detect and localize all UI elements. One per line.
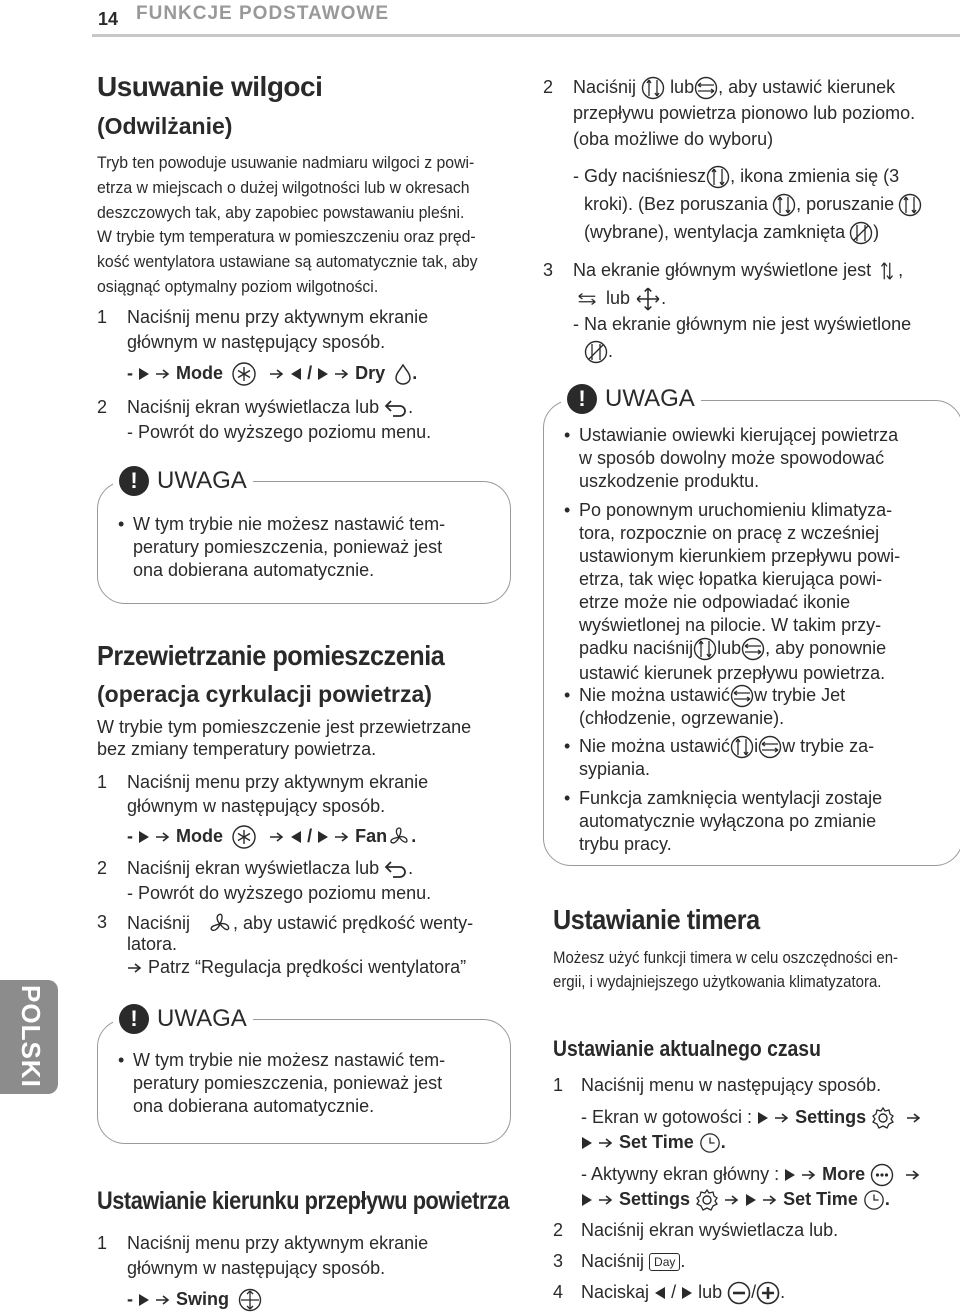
step-number: 1: [553, 1075, 564, 1095]
step-text-part: ): [873, 222, 880, 242]
step-number: 2: [97, 397, 108, 417]
step-text: [573, 286, 666, 312]
left-right-icon: [573, 288, 601, 310]
bullet: •: [564, 500, 571, 520]
vertical-swing-icon: [693, 637, 717, 661]
warning-header: [561, 384, 701, 414]
timer-title: Ustawianie timera: [553, 904, 760, 935]
vent-intro-line: W trybie tym pomieszczenie jest przewietrzane: [97, 717, 472, 737]
step-text-part: Naciskaj: [581, 1282, 650, 1302]
step-text-part: lub: [606, 287, 631, 308]
set-time-label: Set Time: [619, 1132, 694, 1152]
menu-path: [127, 1288, 262, 1312]
vent-subtitle: (operacja cyrkulacji powietrza): [97, 681, 432, 707]
dot: .: [411, 826, 417, 846]
step-text-part: Nie można ustawić: [579, 685, 731, 705]
arrow-icon: [598, 1194, 614, 1206]
arrow-icon: [269, 831, 285, 843]
timer-intro-line: Możesz użyć funkcji timera w celu oszczędności en-: [553, 948, 899, 967]
step-text-part: , aby ponownie: [765, 638, 887, 658]
step-text-part: lub: [670, 77, 695, 97]
vertical-swing-icon: [772, 193, 796, 217]
step-text-part: , aby ustawić kierunek: [718, 77, 896, 97]
step-text: [573, 76, 895, 100]
step-text-part: Naciśnij ekran wyświetlacza lub: [127, 858, 380, 878]
step-note: - Powrót do wyższego poziomu menu.: [127, 883, 432, 903]
dot: .: [408, 397, 414, 417]
step-number: 3: [543, 260, 554, 280]
step-text-part: Naciśnij ekran wyświetlacza lub: [127, 397, 380, 417]
dry-label: Dry: [355, 363, 386, 383]
step-text: Naciśnij menu przy aktywnym ekranie: [127, 772, 429, 792]
step-text: głównym w następujący sposób.: [127, 332, 386, 352]
left-icon: [290, 830, 302, 844]
step-number: 1: [97, 772, 108, 792]
step-text-part: Naciśnij: [127, 912, 191, 933]
warning-text: wyświetlonej na pilocie. W takim przy-: [579, 615, 882, 635]
play-icon: [138, 830, 150, 844]
dot: .: [408, 858, 414, 878]
dehum-intro-line: Tryb ten powoduje usuwanie nadmiaru wilgoci z powi-: [97, 153, 475, 172]
minus-icon: [727, 1281, 751, 1305]
arrow-icon: [906, 1112, 922, 1124]
arrow-icon: [905, 1169, 921, 1181]
dehum-title: Usuwanie wilgoci: [97, 71, 323, 102]
dot: .: [661, 287, 667, 308]
play-icon: [681, 1286, 693, 1300]
mode-icon: [232, 362, 256, 386]
dehum-intro-line: kość wentylatora ustawiane są automatycznie tak, aby: [97, 252, 478, 271]
plus-icon: [756, 1281, 780, 1305]
play-icon: [784, 1168, 796, 1182]
swing-label: Swing: [176, 1289, 230, 1309]
step-reference: [127, 956, 466, 978]
back-icon: [384, 398, 408, 418]
warning-text: ustawić kierunek przepływu powietrza.: [579, 663, 886, 683]
step-text: Na ekranie głównym wyświetlone jest ,: [573, 259, 903, 282]
step-text: [581, 1281, 785, 1305]
set-time-label: Set Time: [783, 1189, 858, 1209]
bullet: •: [564, 425, 571, 445]
arrow-icon: [127, 962, 143, 974]
horizontal-swing-icon: [741, 637, 765, 661]
warning-text: W tym trybie nie możesz nastawić tem-: [133, 514, 446, 534]
step-text-part: - Gdy naciśniesz: [573, 166, 707, 186]
header-rule: [92, 34, 960, 37]
play-icon: [138, 1293, 150, 1307]
bullet: •: [564, 685, 571, 705]
arrow-icon: [762, 1194, 778, 1206]
vent-closed-icon: [584, 340, 608, 364]
arrow-icon: [774, 1112, 790, 1124]
warning-header: [113, 466, 253, 496]
settings-icon: [871, 1106, 895, 1130]
step-text: [127, 857, 413, 879]
step-text-part: , poruszanie: [796, 194, 895, 214]
menu-path: [581, 1131, 726, 1154]
warning-text: sypiania.: [579, 759, 651, 779]
warning-text: trybu pracy.: [579, 834, 672, 854]
step-text-part: , aby ustawić prędkość wenty-: [233, 912, 474, 933]
step-text-part: w trybie Jet: [754, 685, 846, 705]
slash: /: [671, 1282, 677, 1302]
warning-label: UWAGA: [157, 1005, 247, 1032]
slash: /: [307, 363, 313, 383]
language-tab-label: POLSKI: [16, 985, 46, 1088]
step-note: [584, 221, 879, 245]
timer-intro-line: ergii, i wydajniejszego użytkowania klimatyzatora.: [553, 972, 882, 991]
bullet: •: [118, 514, 125, 534]
slash: /: [751, 1282, 757, 1302]
settings-label: Settings: [795, 1107, 867, 1127]
dot: .: [680, 1251, 686, 1271]
bullet: •: [564, 788, 571, 808]
left-icon: [654, 1286, 666, 1300]
warning-header: [113, 1004, 253, 1034]
warning-text: [579, 684, 845, 708]
step-text-part: Naciśnij: [581, 1251, 645, 1271]
step-text: [127, 396, 413, 418]
dot: .: [608, 341, 614, 361]
warning-text: [579, 735, 874, 759]
warning-text: automatycznie wyłączona po zmianie: [579, 811, 877, 831]
warning-text: Po ponownym uruchomieniu klimatyza-: [579, 500, 893, 520]
dehum-intro-line: osiągnąć optymalny poziom wilgotności.: [97, 277, 379, 296]
step-text-part: - Ekran w gotowości :: [581, 1107, 753, 1127]
arrow-icon: [334, 368, 350, 380]
warning-label: UWAGA: [157, 467, 247, 494]
menu-path: [127, 362, 417, 386]
step-number: 1: [97, 1233, 108, 1253]
bullet: •: [564, 736, 571, 756]
play-icon: [581, 1193, 593, 1207]
timer-subtitle: Ustawianie aktualnego czasu: [553, 1036, 821, 1061]
dot: .: [780, 1282, 786, 1302]
arrow-icon: [724, 1194, 740, 1206]
step-number: 3: [553, 1251, 564, 1271]
step-text: latora.: [127, 934, 178, 954]
clock-icon: [863, 1189, 885, 1211]
mode-label: Mode: [176, 826, 224, 846]
warning-text: W tym trybie nie możesz nastawić tem-: [133, 1050, 446, 1070]
settings-icon: [695, 1188, 719, 1212]
play-icon: [581, 1136, 593, 1150]
up-down-icon: [876, 260, 898, 282]
warning-text: ustawionym kierunkiem przepływu powi-: [579, 546, 901, 566]
dot: .: [884, 1189, 890, 1209]
step-note: [584, 193, 922, 217]
step-text: głównym w następujący sposób.: [127, 796, 386, 816]
arrow-icon: [334, 831, 350, 843]
warning-icon: !: [119, 1004, 149, 1034]
step-text-part: - Aktywny ekran główny :: [581, 1164, 780, 1184]
warning-text: Ustawianie owiewki kierującej powietrza: [579, 425, 899, 445]
section-title: FUNKCJE PODSTAWOWE: [136, 3, 390, 24]
step-text-part: lub: [698, 1282, 723, 1302]
airflow-title: Ustawianie kierunku przepływu powietrza: [97, 1187, 510, 1215]
vent-intro-line: bez zmiany temperatury powietrza.: [97, 739, 377, 759]
arrow-icon: [801, 1169, 817, 1181]
warning-text: etrza, tak więc łopatka kierująca powi-: [579, 569, 883, 589]
bullet: •: [118, 1050, 125, 1070]
step-text: Naciśnij menu w następujący sposób.: [581, 1075, 882, 1095]
step-text: Naciśnij ekran wyświetlacza lub.: [581, 1220, 839, 1240]
step-note: - Na ekranie głównym nie jest wyświetlone: [573, 314, 912, 334]
step-text: [127, 911, 473, 937]
step-text-part: , ikona zmienia się (3: [730, 166, 900, 186]
day-button: Day: [649, 1253, 680, 1271]
step-note: [573, 165, 899, 189]
warning-text: ona dobierana automatycznie.: [133, 1096, 375, 1116]
mode-label: Mode: [176, 363, 224, 383]
play-icon: [138, 367, 150, 381]
horizontal-swing-icon: [758, 735, 782, 759]
language-tab: [0, 980, 58, 1094]
settings-label: Settings: [619, 1189, 691, 1209]
arrow-icon: [155, 1294, 171, 1306]
dash: -: [127, 1289, 133, 1309]
clock-icon: [699, 1132, 721, 1154]
warning-text: tora, rozpocznie on pracę z wcześniej: [579, 523, 880, 543]
more-icon: [870, 1163, 894, 1187]
step-text-part: i: [754, 736, 759, 756]
warning-text: peratury pomieszczenia, ponieważ jest: [133, 1073, 443, 1093]
fan-label: Fan: [355, 826, 388, 846]
step-text: Naciśnij menu przy aktywnym ekranie: [127, 1233, 429, 1253]
mode-icon: [232, 825, 256, 849]
menu-path: [127, 825, 416, 849]
step-number: 4: [553, 1282, 564, 1302]
dehum-subtitle: (Odwilżanie): [97, 113, 233, 139]
warning-label: UWAGA: [605, 385, 695, 412]
dot: .: [412, 363, 418, 383]
warning-text: peratury pomieszczenia, ponieważ jest: [133, 537, 443, 557]
arrow-icon: [269, 368, 285, 380]
step-text-part: Na ekranie głównym wyświetlone jest: [573, 260, 872, 280]
dehum-intro-line: W trybie tym temperatura w pomieszczeniu oraz pręd-: [97, 227, 476, 246]
step-text: głównym w następujący sposób.: [127, 1258, 386, 1278]
step-note: [584, 340, 613, 364]
vertical-swing-icon: [641, 76, 665, 100]
vertical-swing-moving-icon: [898, 193, 922, 217]
step-text: Naciśnij menu przy aktywnym ekranie: [127, 307, 429, 327]
play-icon: [757, 1111, 769, 1125]
reference-text: Patrz “Regulacja prędkości wentylatora”: [148, 957, 467, 977]
step-text-part: lub: [717, 638, 742, 658]
page-number: 14: [98, 9, 119, 29]
warning-text: etrze może nie odpowiadać ikonie: [579, 592, 851, 612]
step-text-part: Nie można ustawić: [579, 736, 731, 756]
fan-icon: [207, 911, 233, 937]
warning-text: Funkcja zamknięcia wentylacji zostaje: [579, 788, 883, 808]
step-text-part: w trybie za-: [782, 736, 875, 756]
fan-icon: [387, 825, 411, 849]
step-number: 2: [543, 77, 554, 97]
arrow-icon: [598, 1137, 614, 1149]
step-number: 3: [97, 912, 108, 932]
slash: /: [307, 826, 313, 846]
step-text: przepływu powietrza pionowo lub poziomo.: [573, 103, 916, 123]
arrow-icon: [155, 368, 171, 380]
warning-icon: !: [567, 384, 597, 414]
horizontal-swing-icon: [694, 76, 718, 100]
arrow-icon: [155, 831, 171, 843]
menu-path: [581, 1188, 890, 1212]
vent-title: Przewietrzanie pomieszczenia: [97, 640, 445, 671]
step-text-part: (wybrane), wentylacja zamknięta: [584, 222, 846, 242]
warning-text: w sposób dowolny może spowodować: [579, 448, 885, 468]
step-number: 2: [97, 858, 108, 878]
dash: -: [127, 363, 133, 383]
warning-text: ona dobierana automatycznie.: [133, 560, 375, 580]
swing-icon: [238, 1288, 262, 1312]
vent-closed-icon: [849, 221, 873, 245]
step-note: - Powrót do wyższego poziomu menu.: [127, 422, 432, 442]
play-icon: [317, 830, 329, 844]
play-icon: [317, 367, 329, 381]
warning-text: uszkodzenie produktu.: [579, 471, 760, 491]
back-icon: [384, 859, 408, 879]
dehum-intro-line: deszczowych tak, aby zapobiec powstawaniu pleśni.: [97, 203, 465, 222]
step-text: [581, 1250, 685, 1272]
step-text-part: Naciśnij: [573, 77, 637, 97]
play-icon: [745, 1193, 757, 1207]
step-text: (oba możliwe do wyboru): [573, 129, 774, 149]
warning-icon: !: [119, 466, 149, 496]
menu-path: [581, 1163, 921, 1187]
dash: -: [127, 826, 133, 846]
left-icon: [290, 367, 302, 381]
drop-icon: [394, 363, 412, 385]
vertical-swing-icon: [730, 735, 754, 759]
warning-text: (chłodzenie, ogrzewanie).: [579, 708, 785, 728]
step-number: 2: [553, 1220, 564, 1240]
more-label: More: [822, 1164, 866, 1184]
step-text-part: kroki). (Bez poruszania: [584, 194, 769, 214]
horizontal-swing-icon: [730, 684, 754, 708]
menu-path: [581, 1106, 922, 1130]
step-text-part: padku naciśnij: [579, 638, 694, 658]
vertical-swing-icon: [706, 165, 730, 189]
step-number: 1: [97, 307, 108, 327]
dot: .: [720, 1132, 726, 1152]
dehum-intro-line: etrza w miejscach o dużej wilgotności lub w okresach: [97, 178, 470, 197]
four-way-icon: [635, 286, 661, 312]
warning-text: [579, 637, 886, 661]
